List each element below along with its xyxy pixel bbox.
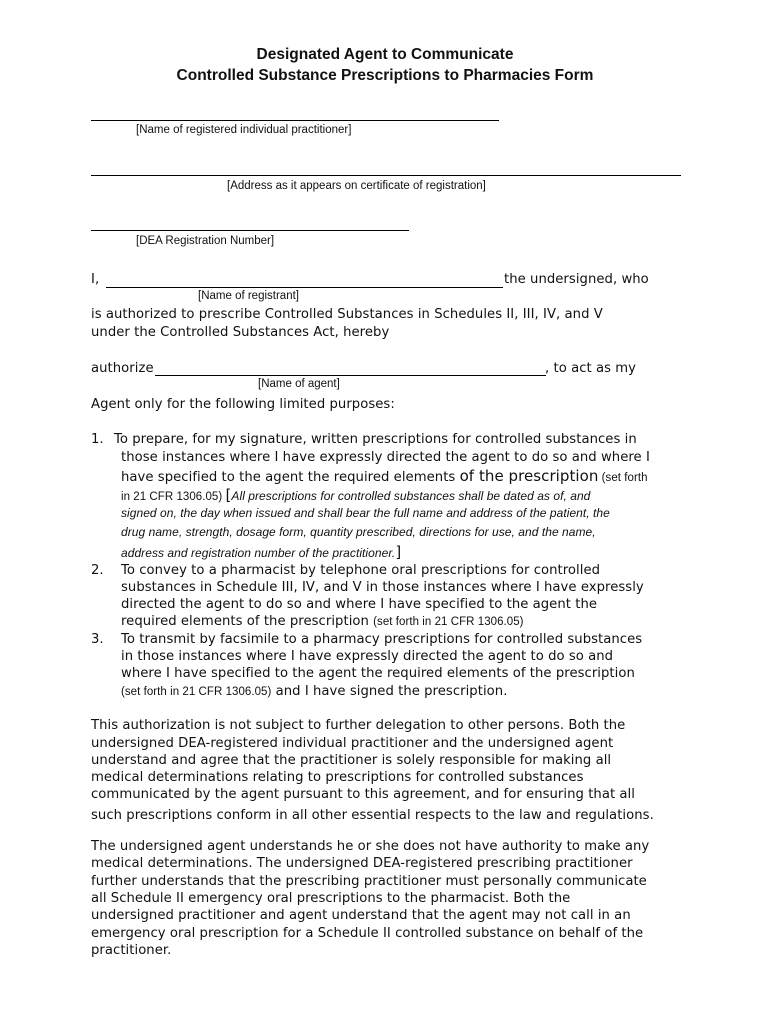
- purpose-3-line-2: in those instances where I have expressly directed the agent to do so and: [121, 649, 614, 664]
- form-title-line-1: Designated Agent to Communicate: [256, 46, 514, 63]
- paragraph-2-line-5: undersigned practitioner and agent understand that the agent may not call in an: [91, 908, 631, 923]
- purpose-1-line-3: have specified to the agent the required elements of the prescription (set forth: [121, 467, 648, 485]
- statement-i-prefix: I,: [91, 272, 100, 287]
- dea-number-field-line[interactable]: [91, 230, 409, 231]
- purpose-1-line-6: drug name, strength, dosage form, quantity prescribed, directions for use, and the name,: [121, 525, 596, 539]
- purpose-1-line-7: address and registration number of the practitioner.]: [121, 543, 402, 561]
- paragraph-1-line-4: medical determinations relating to prescriptions for controlled substances: [91, 770, 584, 785]
- purpose-1-number: 1.: [91, 432, 104, 447]
- purpose-2-line-1: To convey to a pharmacist by telephone oral prescriptions for controlled: [121, 563, 601, 578]
- authorize-suffix: , to act as my: [545, 361, 637, 376]
- statement-line-2: is authorized to prescribe Controlled Substances in Schedules II, III, IV, and V: [91, 307, 603, 322]
- practitioner-name-caption: [Name of registered individual practitioner]: [136, 124, 352, 136]
- paragraph-1-line-1: This authorization is not subject to further delegation to other persons. Both the: [91, 718, 626, 733]
- purpose-3-line-4: (set forth in 21 CFR 1306.05) and I have signed the prescription.: [121, 684, 508, 699]
- authorize-prefix: authorize: [91, 361, 154, 376]
- statement-undersigned-suffix: the undersigned, who: [504, 272, 649, 287]
- dea-number-caption: [DEA Registration Number]: [136, 235, 275, 247]
- agent-name-caption: [Name of agent]: [258, 378, 340, 390]
- paragraph-2-line-3: further understands that the prescribing practitioner must personally communicate: [91, 874, 647, 889]
- address-caption: [Address as it appears on certificate of registration]: [227, 180, 486, 192]
- purpose-2-line-4: required elements of the prescription (set forth in 21 CFR 1306.05): [121, 614, 524, 629]
- practitioner-name-field-line[interactable]: [91, 120, 499, 121]
- purpose-2-line-3: directed the agent to do so and where I have specified to the agent the: [121, 597, 598, 612]
- agent-purposes-line: Agent only for the following limited purposes:: [91, 397, 395, 412]
- purpose-1-line-1: To prepare, for my signature, written prescriptions for controlled substances in: [114, 432, 637, 447]
- purpose-3-line-1: To transmit by facsimile to a pharmacy prescriptions for controlled substances: [121, 632, 643, 647]
- paragraph-1-line-5: communicated by the agent pursuant to this agreement, and for ensuring that all: [91, 787, 635, 802]
- purpose-3-line-3: where I have specified to the agent the required elements of the prescription: [121, 666, 635, 681]
- purpose-2-number: 2.: [91, 563, 104, 578]
- registrant-name-caption: [Name of registrant]: [198, 290, 299, 302]
- paragraph-2-line-1: The undersigned agent understands he or she does not have authority to make any: [91, 839, 650, 854]
- paragraph-2-line-2: medical determinations. The undersigned DEA-registered prescribing practitioner: [91, 856, 633, 871]
- paragraph-1-line-3: understand and agree that the practitioner is solely responsible for making all: [91, 753, 612, 768]
- purpose-3-number: 3.: [91, 632, 104, 647]
- registrant-name-field-line[interactable]: [106, 287, 503, 288]
- purpose-2-line-2: substances in Schedule III, IV, and V in those instances where I have expressly: [121, 580, 644, 595]
- address-field-line[interactable]: [91, 175, 681, 176]
- purpose-1-line-4: in 21 CFR 1306.05) [All prescriptions for controlled substances shall be dated as of, and: [121, 486, 591, 504]
- paragraph-2-line-7: practitioner.: [91, 943, 172, 958]
- purpose-1-line-2: those instances where I have expressly directed the agent to do so and where I: [121, 450, 650, 465]
- paragraph-2-line-4: all Schedule II emergency oral prescriptions to the pharmacist. Both the: [91, 891, 571, 906]
- purpose-1-line-5: signed on, the day when issued and shall bear the full name and address of the patient, the: [121, 506, 610, 520]
- agent-name-field-line[interactable]: [155, 375, 546, 376]
- paragraph-2-line-6: emergency oral prescription for a Schedule II controlled substance on behalf of the: [91, 926, 644, 941]
- form-title-line-2: Controlled Substance Prescriptions to Pharmacies Form: [176, 67, 594, 84]
- paragraph-1-line-2: undersigned DEA-registered individual practitioner and the undersigned agent: [91, 736, 614, 751]
- paragraph-1-line-6: such prescriptions conform in all other essential respects to the law and regulations.: [91, 808, 654, 823]
- statement-line-3: under the Controlled Substances Act, hereby: [91, 325, 390, 340]
